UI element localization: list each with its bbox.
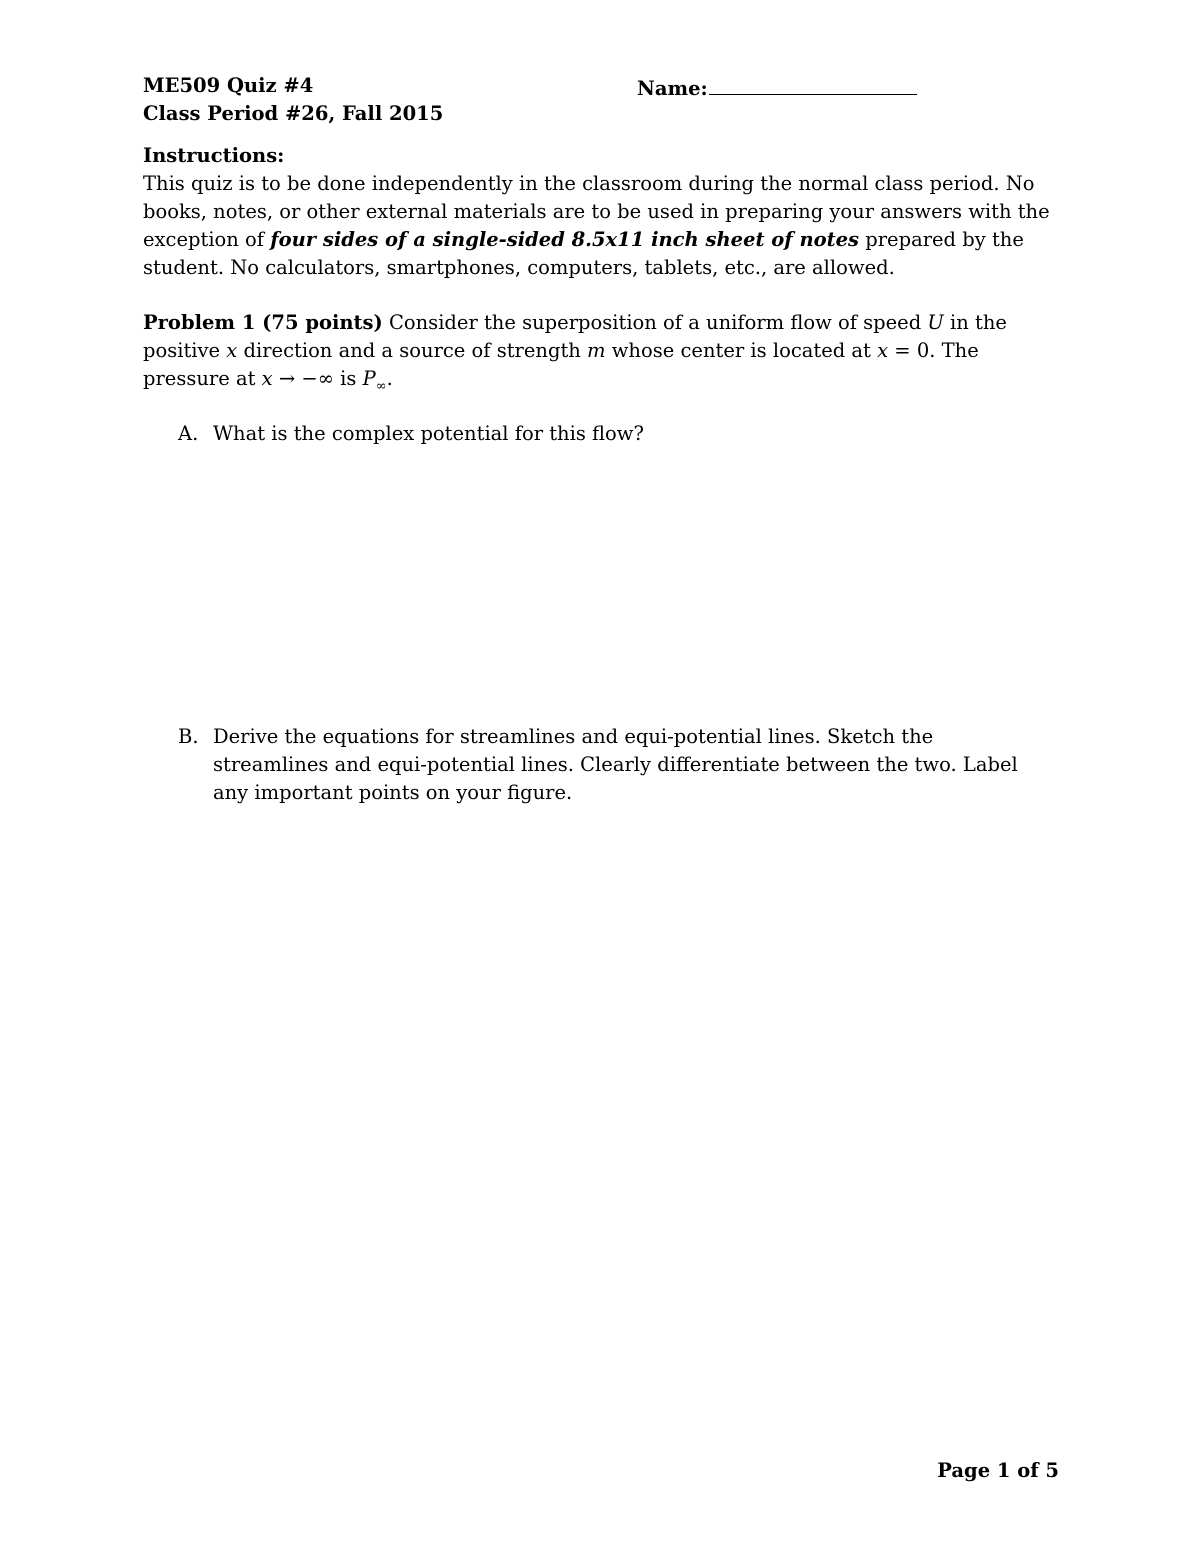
instructions-line-3 — [143, 226, 1063, 254]
instructions-line-2: books, notes, or other external materials are to be used in preparing your answers with the — [143, 200, 1050, 223]
var-u: U — [927, 311, 944, 334]
class-period: Class Period #26, Fall 2015 — [143, 102, 444, 125]
var-m: m — [587, 339, 606, 362]
quiz-title: ME509 Quiz #4 — [143, 74, 314, 97]
var-x: x — [226, 339, 238, 362]
problem-1-heading: Problem 1 (75 points) — [143, 311, 383, 334]
problem-1-line-2-post: = 0. The — [888, 339, 979, 362]
infinity-subscript: ∞ — [375, 378, 387, 394]
instructions-heading: Instructions: — [143, 144, 285, 167]
part-b-line-3: any important points on your figure. — [213, 781, 573, 804]
page-number: Page 1 of 5 — [937, 1459, 1059, 1482]
var-x-3: x — [261, 367, 273, 390]
problem-1-line-1-post: in the — [943, 311, 1007, 334]
name-label: Name: — [637, 77, 708, 100]
part-b-line-1: Derive the equations for streamlines and equi-potential lines. Sketch the — [213, 725, 934, 748]
problem-1-line-3-pre: pressure at — [143, 367, 262, 390]
name-blank-line[interactable] — [709, 72, 917, 95]
part-b-line-2: streamlines and equi-potential lines. Clearly differentiate between the two. Label — [213, 753, 1018, 776]
part-a-marker: A. — [178, 422, 199, 445]
problem-1-section — [143, 309, 1063, 393]
problem-1-line-2-mid2: whose center is located at — [605, 339, 878, 362]
problem-1-line-3 — [143, 365, 1063, 393]
problem-1-line-2 — [143, 337, 1063, 365]
var-x-2: x — [877, 339, 889, 362]
problem-1-line-2-mid: direction and a source of strength — [237, 339, 588, 362]
part-a-text — [213, 420, 644, 448]
notes-allowance-emphasis: four sides of a single-sided 8.5x11 inch sheet of notes — [270, 228, 860, 251]
instructions-line-4: student. No calculators, smartphones, computers, tablets, etc., are allowed. — [143, 256, 895, 279]
part-a-line-1: What is the complex potential for this flow? — [213, 422, 644, 445]
problem-1-line-3-post: . — [386, 367, 393, 390]
limit-arrow: → −∞ is — [272, 367, 363, 390]
part-b-text — [213, 723, 1018, 807]
problem-1-line-1-text: Consider the superposition of a uniform flow of speed — [382, 311, 928, 334]
instructions-line-3-post: prepared by the — [859, 228, 1024, 251]
var-p: P — [362, 367, 376, 390]
name-field — [637, 72, 917, 103]
instructions-line-1: This quiz is to be done independently in the classroom during the normal class period. No — [143, 172, 1035, 195]
problem-1-line-1 — [143, 309, 1063, 337]
instructions-line-3-pre: exception of — [143, 228, 271, 251]
problem-1-line-2-pre: positive — [143, 339, 227, 362]
instructions-section — [143, 142, 1063, 282]
part-b-marker: B. — [178, 725, 199, 748]
